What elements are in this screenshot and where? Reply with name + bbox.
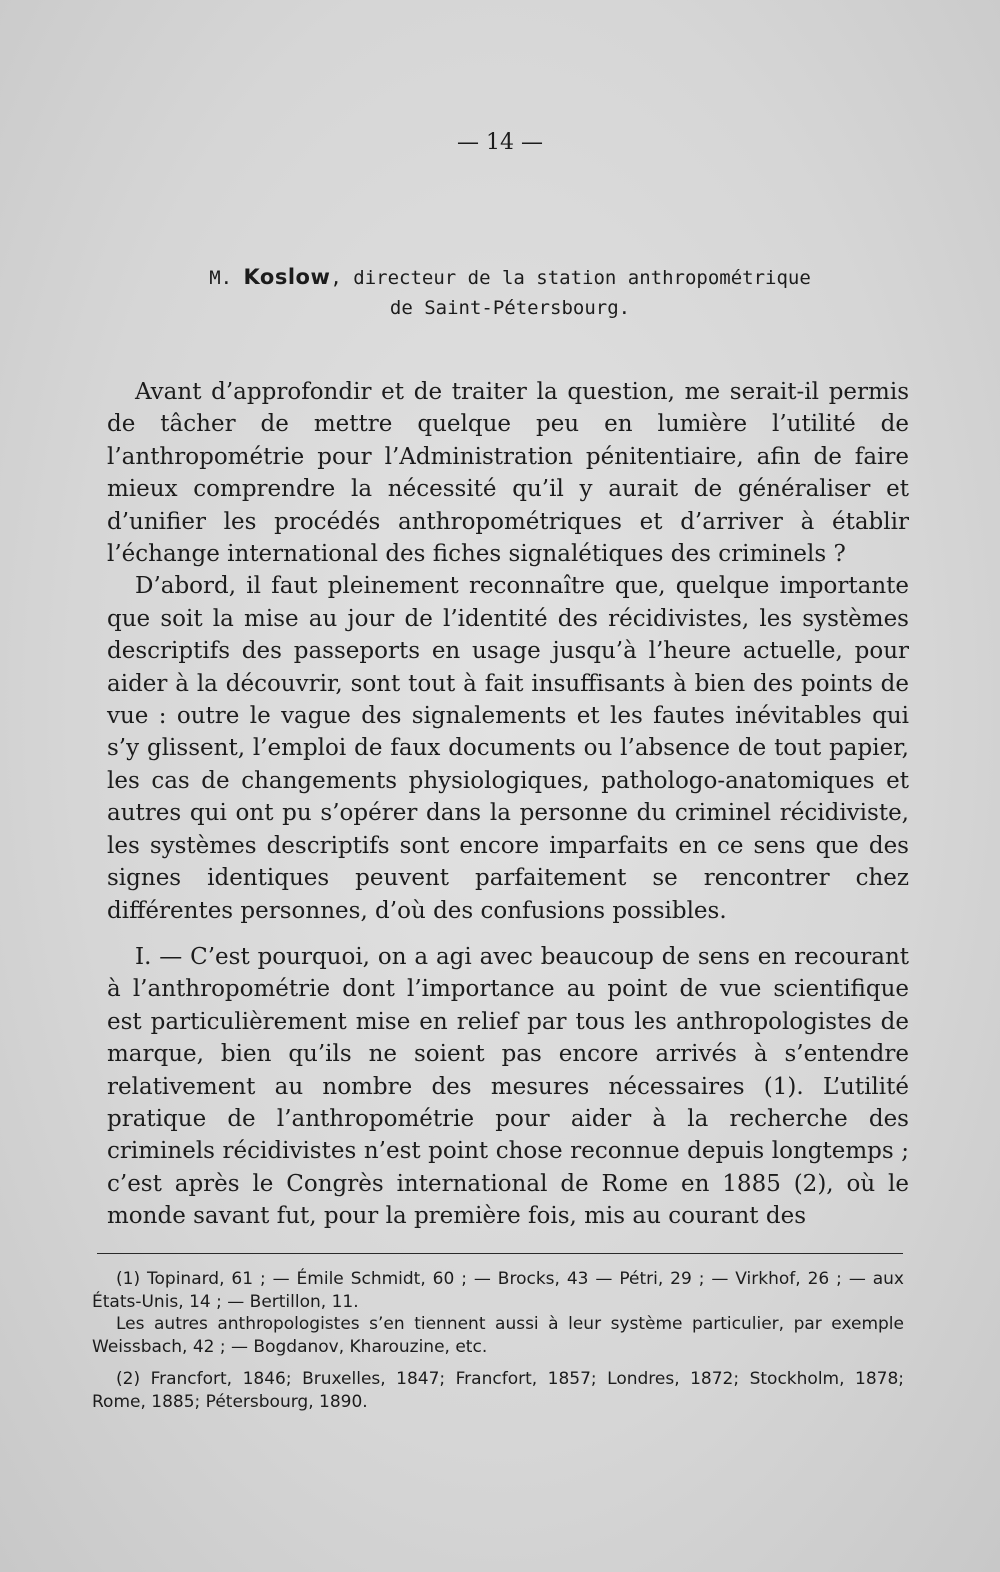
- paragraph: D’abord, il faut pleinement reconnaître que, quelque importante que soit la mise au jour de l’identité des récidivistes, les systèmes descriptifs des passeports en usage jusqu’à l’heure actuelle, pour aider à la découvrir, sont tout à fait insuffisants à bien des points de vue : outre le vague des signalements et les fautes inévitables qui s’y glissent, l’emploi de faux documents ou l’absence de tout papier, les cas de changements physiologiques, pathologo-anatomiques et autres qui ont pu s’opérer dans la personne du criminel récidiviste, les systèmes descriptifs sont encore imparfaits en ce sens que des signes identiques peuvent parfaitement se rencontrer chez différentes personnes, d’où des confusions possibles.: [107, 573, 909, 924]
- page-number: — 14 —: [457, 130, 543, 155]
- section-heading: [160, 262, 860, 323]
- heading-line-2: de Saint-Pétersbourg.: [389, 297, 631, 319]
- heading-prefix: M.: [209, 267, 244, 289]
- author-name: Koslow: [243, 265, 331, 289]
- paragraph: I. — C’est pourquoi, on a agi avec beaucoup de sens en recourant à l’anthropométrie dont l’importance au point de vue scientifique est particulièrement mise en relief par tous les anthropologistes de marque, bien qu’ils ne soient pas encore arrivés à s’entendre relativement au nombre des mesures nécessaires (1). L’utilité pratique de l’anthropométrie pour aider à la recherche des criminels récidivistes n’est point chose reconnue depuis longtemps ; c’est après le Congrès international de Rome en 1885 (2), où le monde savant fut, pour la première fois, mis au courant des: [107, 943, 909, 1230]
- paragraph: Avant d’approfondir et de traiter la question, me serait-il permis de tâcher de mettre quelque peu en lumière l’utilité de l’anthropométrie pour l’Administration pénitentiaire, afin de faire mieux comprendre la nécessité qu’il y aurait de généraliser et d’unifier les procédés anthropométriques et d’arriver à établir l’échange international des fiches signalétiques des criminels ?: [107, 379, 909, 568]
- footnote: (1) Topinard, 61 ; — Émile Schmidt, 60 ; — Brocks, 43 — Pétri, 29 ; — Virkhof, 26 ; — aux États-Unis, 14 ; — Bertillon, 11.: [92, 1269, 904, 1312]
- heading-title: , directeur de la station anthropométrique: [330, 267, 811, 289]
- footnote: (2) Francfort, 1846; Bruxelles, 1847; Francfort, 1857; Londres, 1872; Stockholm, 1878; Rome, 1885; Pétersbourg, 1890.: [92, 1369, 904, 1412]
- body-text: [107, 376, 909, 1233]
- footnote: Les autres anthropologistes s’en tiennent aussi à leur système particulier, par exemple Weissbach, 42 ; — Bogdanov, Kharouzine, etc.: [92, 1314, 904, 1357]
- heading-line-1: [160, 262, 860, 293]
- footnotes: [92, 1268, 904, 1413]
- footnote-divider: [97, 1253, 903, 1254]
